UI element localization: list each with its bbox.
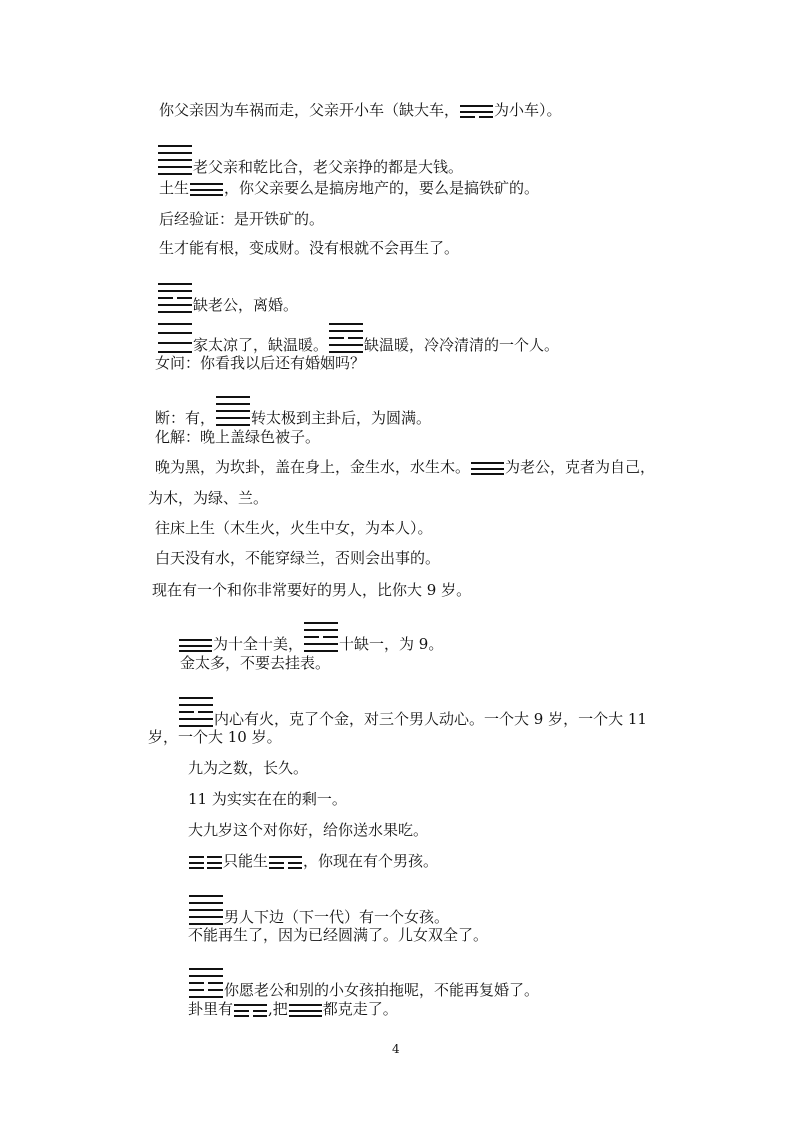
trigram-icon (158, 283, 192, 313)
line-text: 为十全十美， (213, 635, 304, 653)
trigram-icon (189, 968, 223, 998)
line-text: 生才能有根，变成财。没有根就不会再生了。 (159, 239, 460, 257)
trigram-icon (460, 105, 493, 118)
line-text: 为木，为绿、兰。 (148, 489, 269, 507)
line-text: 土生 (159, 179, 190, 197)
line-text: 白天没有水，不能穿绿兰，否则会出事的。 (155, 549, 441, 567)
line-text: 老父亲和乾比合，老父亲挣的都是大钱。 (193, 158, 464, 176)
line-text: 岁，一个大 10 岁。 (148, 728, 282, 746)
trigram-icon (190, 183, 223, 196)
text-line (180, 653, 330, 673)
text-line (155, 353, 365, 373)
line-text: 转太极到主卦后，为圆满。 (251, 409, 432, 427)
trigram-icon (216, 396, 250, 426)
line-text: 不能再生了，因为已经圆满了。儿女双全了。 (188, 926, 489, 944)
line-text: 大九岁这个对你好，给你送水果吃。 (188, 821, 429, 839)
line-text: ，你父亲要么是搞房地产的，要么是搞铁矿的。 (224, 179, 540, 197)
page-number: 4 (392, 1042, 400, 1056)
trigram-icon (179, 639, 212, 652)
line-text: ,把 (268, 1000, 288, 1018)
text-line (157, 145, 463, 177)
trigram-icon (304, 622, 338, 652)
line-text: 为小车）。 (494, 101, 562, 119)
line-text: 家太凉了，缺温暖。 (193, 336, 329, 354)
line-text: 断：有， (155, 409, 216, 427)
text-line (148, 488, 268, 508)
line-text: 缺老公，离婚。 (193, 296, 299, 314)
line-text: 你父亲因为车祸而走，父亲开小车（缺大车， (159, 101, 460, 119)
line-text: 卦里有 (188, 1000, 234, 1018)
line-text: 往床上生（木生火，火生中女，为本人）。 (155, 519, 433, 537)
line-text: 十缺一，为 9。 (339, 635, 444, 653)
text-line (159, 209, 324, 229)
trigram-icon (269, 856, 302, 869)
line-text: 你愿老公和别的小女孩拍拖呢，不能再复婚了。 (224, 981, 540, 999)
text-line (155, 548, 440, 568)
text-line (188, 925, 488, 945)
text-line (188, 895, 449, 927)
line-text: ，你现在有个男孩。 (303, 852, 439, 870)
line-text: 内心有火，克了个金，对三个男人动心。一个大 9 岁，一个大 11 (214, 710, 647, 728)
text-line (159, 238, 459, 258)
trigram-icon (234, 1004, 267, 1017)
text-line (178, 622, 443, 654)
line-text: 都克走了。 (322, 1000, 398, 1018)
line-text: 只能生 (223, 852, 269, 870)
line-text: 后经验证：是开铁矿的。 (159, 210, 325, 228)
line-text: 晚为黑，为坎卦，盖在身上，金生水，水生木。 (155, 458, 471, 476)
text-line (148, 727, 282, 747)
text-line (178, 697, 647, 729)
line-text: 缺温暖，冷冷清清的一个人。 (364, 336, 560, 354)
line-text: 九为之数，长久。 (188, 759, 309, 777)
text-line (188, 968, 539, 1000)
text-line (155, 457, 655, 477)
line-text: 11 为实实在在的剩一。 (188, 790, 347, 808)
text-line (188, 820, 428, 840)
text-line (157, 323, 559, 355)
trigram-icon (189, 856, 222, 869)
trigram-icon (179, 697, 213, 727)
trigram-icon (289, 1004, 322, 1017)
line-text: 现在有一个和你非常要好的男人，比你大 9 岁。 (152, 581, 472, 599)
text-line (188, 999, 398, 1019)
line-text: 为老公，克者为自己， (505, 458, 656, 476)
line-text: 男人下边（下一代）有一个女孩。 (224, 908, 450, 926)
text-line (155, 396, 431, 428)
text-line (152, 580, 471, 600)
trigram-icon (158, 145, 192, 175)
trigram-icon (158, 323, 192, 353)
text-line (188, 851, 438, 871)
text-line (159, 178, 539, 198)
line-text: 女问：你看我以后还有婚姻吗？ (155, 354, 366, 372)
trigram-icon (329, 323, 363, 353)
text-line (188, 789, 347, 809)
text-line (188, 758, 308, 778)
line-text: 金太多，不要去挂表。 (180, 654, 331, 672)
text-line (155, 518, 433, 538)
trigram-icon (471, 462, 504, 475)
line-text: 化解：晚上盖绿色被子。 (155, 428, 321, 446)
trigram-icon (189, 895, 223, 925)
text-line (157, 283, 298, 315)
text-line (159, 100, 562, 120)
text-line (155, 427, 320, 447)
